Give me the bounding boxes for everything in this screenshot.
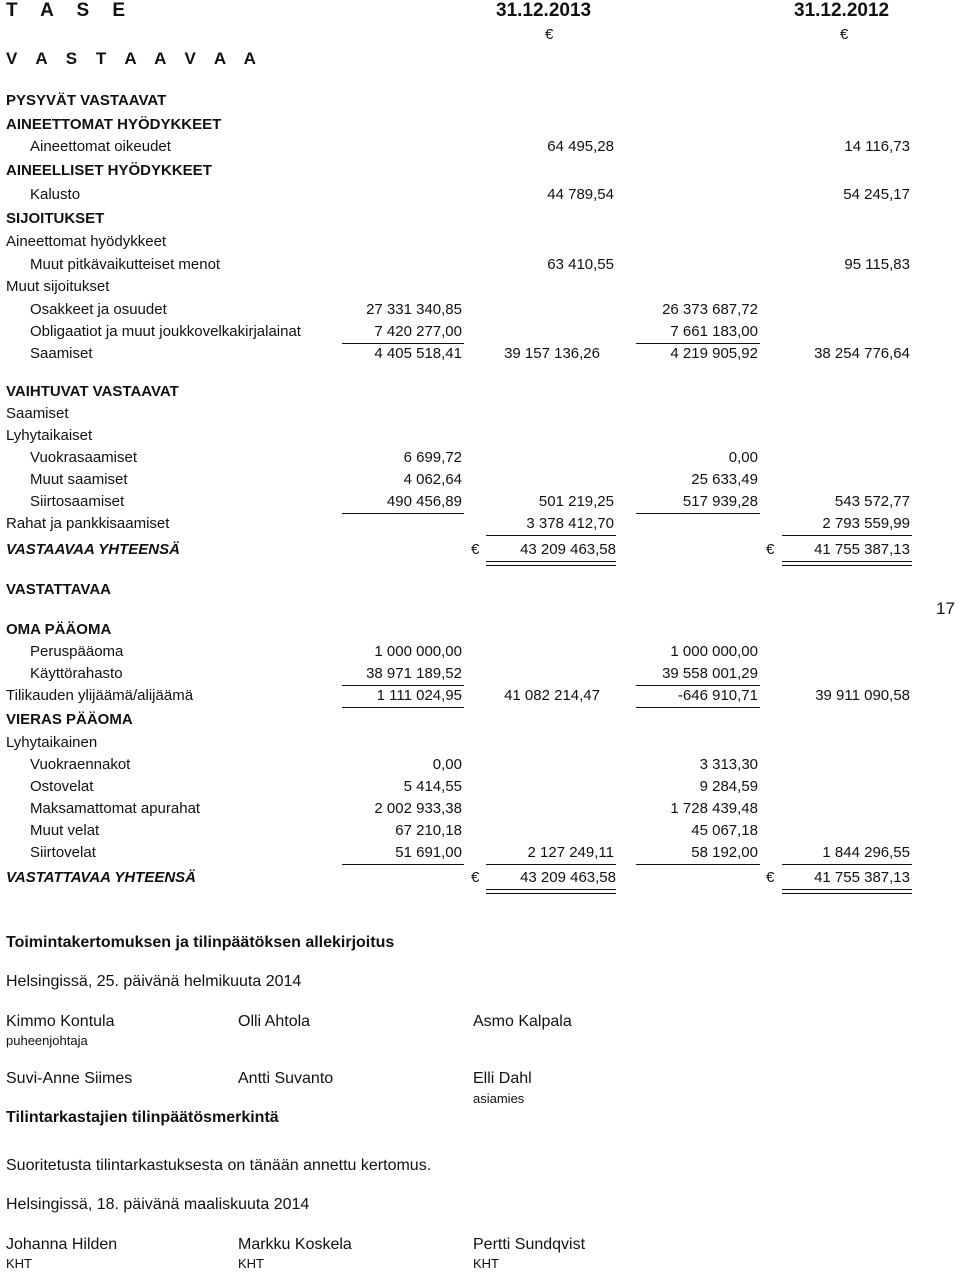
row-label: Käyttörahasto — [30, 665, 123, 682]
subtotal-rule — [782, 535, 912, 536]
subheading: Lyhytaikaiset — [6, 427, 93, 444]
subheading: Saamiset — [6, 405, 69, 422]
equity-heading: OMA PÄÄOMA — [6, 621, 112, 638]
subvalue-2013: 4 062,64 — [403, 471, 462, 488]
tangible-assets-heading: AINEELLISET HYÖDYKKEET — [6, 162, 212, 179]
value-2013: 2 127 249,11 — [527, 844, 614, 861]
row-label: Muut pitkävaikutteiset menot — [30, 256, 221, 273]
signatory-name: Elli Dahl — [473, 1070, 532, 1087]
subvalue-2013: 4 405 518,41 — [374, 345, 462, 362]
currency-symbol: € — [766, 869, 775, 886]
subtotal-rule — [636, 513, 760, 514]
value-2013: 64 495,28 — [547, 138, 614, 155]
subvalue-2012: 1 728 439,48 — [670, 800, 758, 817]
subvalue-2012: 25 633,49 — [691, 471, 758, 488]
subtotal-rule — [342, 343, 464, 344]
subvalue-2013: 1 111 024,95 — [376, 687, 462, 704]
subvalue-2012: 9 284,59 — [699, 778, 758, 795]
row-label: Obligaatiot ja muut joukkovelkakirjalainat — [30, 323, 301, 340]
column-header-2013: 31.12.2013 — [496, 0, 592, 21]
subvalue-2012: -646 910,71 — [677, 687, 758, 704]
debt-heading: VIERAS PÄÄOMA — [6, 711, 133, 728]
subtotal-rule — [636, 343, 760, 344]
value-2013: 63 410,55 — [547, 256, 614, 273]
auditor-title: KHT — [6, 1256, 32, 1271]
row-label: Peruspääoma — [30, 643, 124, 660]
subvalue-2013: 5 414,55 — [403, 778, 462, 795]
subvalue-2012: 3 313,30 — [699, 756, 758, 773]
signatory-role: puheenjohtaja — [6, 1033, 88, 1048]
total-double-rule — [782, 889, 912, 894]
currency-symbol: € — [471, 541, 480, 558]
row-label: Vuokraennakot — [30, 756, 131, 773]
subheading: Muut sijoitukset — [6, 278, 110, 295]
total-double-rule — [486, 889, 616, 894]
auditor-title: KHT — [473, 1256, 499, 1271]
subvalue-2013: 2 002 933,38 — [374, 800, 462, 817]
currency-2013: € — [545, 26, 554, 43]
value-2013: 41 082 214,47 — [504, 687, 600, 704]
row-label: Siirtovelat — [30, 844, 96, 861]
liabilities-total-2013: 43 209 463,58 — [520, 869, 616, 886]
value-2013: 39 157 136,26 — [504, 345, 600, 362]
signatory-name: Olli Ahtola — [238, 1013, 311, 1030]
subvalue-2012: 4 219 905,92 — [670, 345, 758, 362]
audit-statement: Suoritetusta tilintarkastuksesta on tänään annettu kertomus. — [6, 1157, 432, 1174]
assets-total-2013: 43 209 463,58 — [520, 541, 616, 558]
row-label: Kalusto — [30, 186, 81, 203]
audit-place-date: Helsingissä, 18. päivänä maaliskuuta 2014 — [6, 1196, 310, 1213]
value-2012: 95 115,83 — [844, 256, 910, 273]
intangible-assets-heading: AINEETTOMAT HYÖDYKKEET — [6, 116, 222, 133]
row-label: Muut saamiset — [30, 471, 128, 488]
subtotal-rule — [342, 707, 464, 708]
subtotal-rule — [486, 535, 616, 536]
fixed-assets-heading: PYSYVÄT VASTAAVAT — [6, 92, 167, 109]
row-label: Siirtosaamiset — [30, 493, 125, 510]
subvalue-2012: 1 000 000,00 — [670, 643, 758, 660]
subvalue-2013: 0,00 — [432, 756, 462, 773]
value-2012: 1 844 296,55 — [822, 844, 910, 861]
balance-sheet-title: T A S E — [6, 0, 135, 21]
row-label: Ostovelat — [30, 778, 94, 795]
assets-section-title: V A S T A A V A A — [6, 49, 263, 68]
value-2013: 3 378 412,70 — [526, 515, 614, 532]
auditor-name: Markku Koskela — [238, 1236, 352, 1253]
subvalue-2013: 38 971 189,52 — [366, 665, 462, 682]
row-label: Muut velat — [30, 822, 100, 839]
signatory-name: Asmo Kalpala — [473, 1013, 572, 1030]
subvalue-2013: 51 691,00 — [395, 844, 462, 861]
subtotal-rule — [342, 685, 464, 686]
value-2013: 501 219,25 — [538, 493, 614, 510]
row-label: Saamiset — [30, 345, 93, 362]
subvalue-2012: 39 558 001,29 — [662, 665, 758, 682]
value-2012: 39 911 090,58 — [815, 687, 910, 704]
value-2012: 38 254 776,64 — [814, 345, 910, 362]
signatory-name: Kimmo Kontula — [6, 1013, 115, 1030]
subvalue-2013: 27 331 340,85 — [366, 301, 462, 318]
subtotal-rule — [782, 864, 912, 865]
liabilities-total-label: VASTATTAVAA YHTEENSÄ — [6, 869, 197, 886]
audit-heading: Tilintarkastajien tilinpäätösmerkintä — [6, 1109, 279, 1126]
subvalue-2012: 26 373 687,72 — [662, 301, 758, 318]
subheading: Lyhytaikainen — [6, 734, 98, 751]
subtotal-rule — [636, 864, 760, 865]
subvalue-2013: 7 420 277,00 — [374, 323, 462, 340]
subvalue-2013: 490 456,89 — [386, 493, 462, 510]
currency-symbol: € — [471, 869, 480, 886]
total-double-rule — [486, 561, 616, 566]
subheading: Aineettomat hyödykkeet — [6, 233, 167, 250]
currency-2012: € — [840, 26, 849, 43]
liabilities-total-2012: 41 755 387,13 — [814, 869, 910, 886]
total-double-rule — [782, 561, 912, 566]
subvalue-2013: 67 210,18 — [395, 822, 462, 839]
subtotal-rule — [342, 513, 464, 514]
column-header-2012: 31.12.2012 — [794, 0, 890, 21]
subtotal-rule — [636, 685, 760, 686]
row-label: Aineettomat oikeudet — [30, 138, 171, 155]
value-2012: 543 572,77 — [834, 493, 910, 510]
subvalue-2012: 0,00 — [728, 449, 758, 466]
current-assets-heading: VAIHTUVAT VASTAAVAT — [6, 383, 179, 400]
subtotal-rule — [342, 864, 464, 865]
signature-place-date: Helsingissä, 25. päivänä helmikuuta 2014 — [6, 973, 302, 990]
signatory-name: Antti Suvanto — [238, 1070, 334, 1087]
auditor-title: KHT — [238, 1256, 264, 1271]
subvalue-2013: 6 699,72 — [403, 449, 462, 466]
row-label: Maksamattomat apurahat — [30, 800, 201, 817]
row-label: Vuokrasaamiset — [30, 449, 137, 466]
row-label: Rahat ja pankkisaamiset — [6, 515, 170, 532]
subtotal-rule — [486, 864, 616, 865]
signatures-heading: Toimintakertomuksen ja tilinpäätöksen allekirjoitus — [6, 934, 395, 951]
subvalue-2012: 7 661 183,00 — [670, 323, 758, 340]
value-2012: 14 116,73 — [844, 138, 910, 155]
value-2012: 2 793 559,99 — [822, 515, 910, 532]
value-2012: 54 245,17 — [843, 186, 910, 203]
investments-heading: SIJOITUKSET — [6, 210, 105, 227]
subtotal-rule — [636, 707, 760, 708]
currency-symbol: € — [766, 541, 775, 558]
subvalue-2012: 58 192,00 — [691, 844, 758, 861]
assets-total-label: VASTAAVAA YHTEENSÄ — [6, 541, 180, 558]
subvalue-2012: 517 939,28 — [682, 493, 758, 510]
page-number: 17 — [936, 599, 955, 618]
subvalue-2012: 45 067,18 — [691, 822, 758, 839]
liabilities-heading: VASTATTAVAA — [6, 581, 111, 598]
signatory-role: asiamies — [473, 1091, 525, 1106]
auditor-name: Pertti Sundqvist — [473, 1236, 586, 1253]
auditor-name: Johanna Hilden — [6, 1236, 118, 1253]
row-label: Tilikauden ylijäämä/alijäämä — [6, 687, 194, 704]
subvalue-2013: 1 000 000,00 — [374, 643, 462, 660]
signatory-name: Suvi-Anne Siimes — [6, 1070, 133, 1087]
row-label: Osakkeet ja osuudet — [30, 301, 167, 318]
assets-total-2012: 41 755 387,13 — [814, 541, 910, 558]
value-2013: 44 789,54 — [547, 186, 614, 203]
